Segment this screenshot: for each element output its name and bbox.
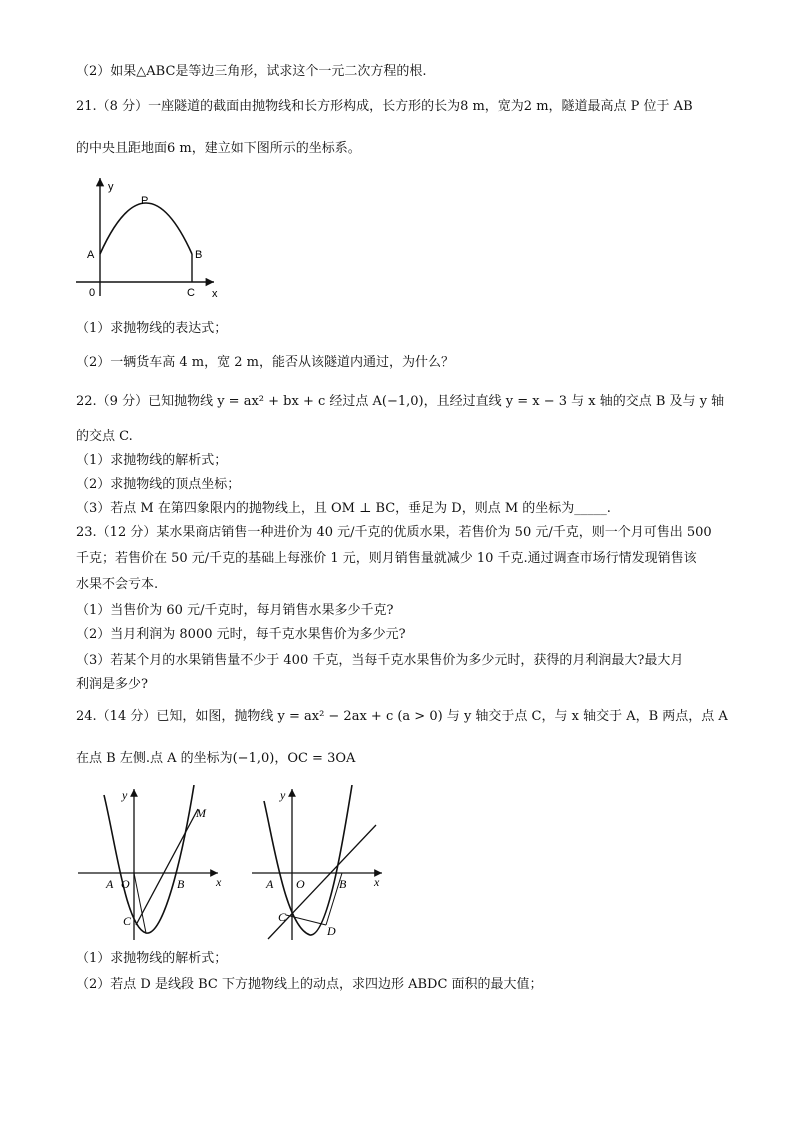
q21-parabola bbox=[100, 203, 192, 254]
fig1-line-CM bbox=[136, 809, 198, 925]
fig1-label-x: x bbox=[216, 875, 222, 889]
fig2-label-A: A bbox=[266, 877, 274, 891]
q23-part2: （2）当月利润为 8000 元时，每千克水果售价为多少元? bbox=[76, 627, 406, 642]
fig2-label-B: B bbox=[339, 877, 347, 891]
fig1-label-y: y bbox=[122, 788, 128, 802]
fig2-label-C: C bbox=[278, 910, 287, 924]
q22-part1: （1）求抛物线的解析式； bbox=[76, 453, 228, 468]
q21-stem-line1: 21.（8 分）一座隧道的截面由抛物线和长方形构成，长方形的长为8 m，宽为2 m，隧道最高点 P 位于 AB bbox=[76, 99, 693, 114]
fig1-label-A: A bbox=[106, 877, 114, 891]
q21-tunnel-figure bbox=[76, 172, 236, 302]
q24-part2: （2）若点 D 是线段 BC 下方抛物线上的动点，求四边形 ABDC 面积的最大值； bbox=[76, 977, 543, 992]
q21-part2: （2）一辆货车高 4 m，宽 2 m，能否从该隧道内通过，为什么？ bbox=[76, 355, 454, 370]
fig1-parabola bbox=[104, 785, 194, 933]
q22-stem-line2: 的交点 C. bbox=[76, 429, 133, 444]
fig1-label-B: B bbox=[177, 877, 185, 891]
q24-part1: （1）求抛物线的解析式； bbox=[76, 951, 228, 966]
fig1-label-C: C bbox=[123, 914, 132, 928]
fig1-label-M: M bbox=[196, 806, 206, 820]
q24-stem-line2: 在点 B 左侧.点 A 的坐标为(−1,0)，OC = 3OA bbox=[76, 751, 356, 766]
q21-label-P: P bbox=[141, 195, 149, 207]
q23-part1: （1）当售价为 60 元/千克时，每月销售水果多少千克? bbox=[76, 603, 394, 618]
fig2-label-O: O bbox=[296, 877, 305, 891]
q20-part2: （2）如果△ABC是等边三角形，试求这个一元二次方程的根. bbox=[76, 64, 427, 79]
fig2-label-y: y bbox=[280, 788, 286, 802]
q24-figure-2 bbox=[250, 785, 400, 945]
q23-stem-line1: 23.（12 分）某水果商店销售一种进价为 40 元/千克的优质水果，若售价为 50 元/千克，则一个月可售出 500 bbox=[76, 525, 712, 540]
q21-label-O: 0 bbox=[89, 287, 96, 299]
q22-stem-line1: 22.（9 分）已知抛物线 y = ax² + bx + c 经过点 A(−1,0)，且经过直线 y = x − 3 与 x 轴的交点 B 及与 y 轴 bbox=[76, 394, 725, 409]
q21-label-C: C bbox=[187, 287, 195, 299]
q21-stem-line2: 的中央且距地面6 m，建立如下图所示的坐标系。 bbox=[76, 141, 361, 156]
q21-label-A: A bbox=[87, 249, 95, 261]
q23-stem-line3: 水果不会亏本. bbox=[76, 577, 159, 592]
q21-label-B: B bbox=[195, 249, 203, 261]
q21-label-y: y bbox=[108, 181, 114, 193]
q23-part3-line2: 利润是多少? bbox=[76, 677, 148, 692]
q24-stem-line1: 24.（14 分）已知，如图，抛物线 y = ax² − 2ax + c (a > 0) 与 y 轴交于点 C，与 x 轴交于 A，B 两点，点 A bbox=[76, 709, 728, 724]
q21-label-x: x bbox=[212, 288, 218, 300]
q22-part2: （2）求抛物线的顶点坐标； bbox=[76, 477, 241, 492]
q22-part3: （3）若点 M 在第四象限内的抛物线上，且 OM ⊥ BC，垂足为 D，则点 M 的坐标为_____. bbox=[76, 501, 611, 516]
q23-stem-line2: 千克；若售价在 50 元/千克的基础上每涨价 1 元，则月销售量就减少 10 千克.通过调查市场行情发现销售该 bbox=[76, 551, 697, 566]
fig1-label-O: O bbox=[121, 877, 130, 891]
q24-figure-1 bbox=[76, 785, 236, 945]
q23-part3-line1: （3）若某个月的水果销售量不少于 400 千克，当每千克水果售价为多少元时，获得的月利润最大?最大月 bbox=[76, 653, 684, 668]
q21-part1: （1）求抛物线的表达式； bbox=[76, 321, 228, 336]
fig2-label-x: x bbox=[374, 875, 380, 889]
fig2-label-D: D bbox=[327, 924, 336, 938]
